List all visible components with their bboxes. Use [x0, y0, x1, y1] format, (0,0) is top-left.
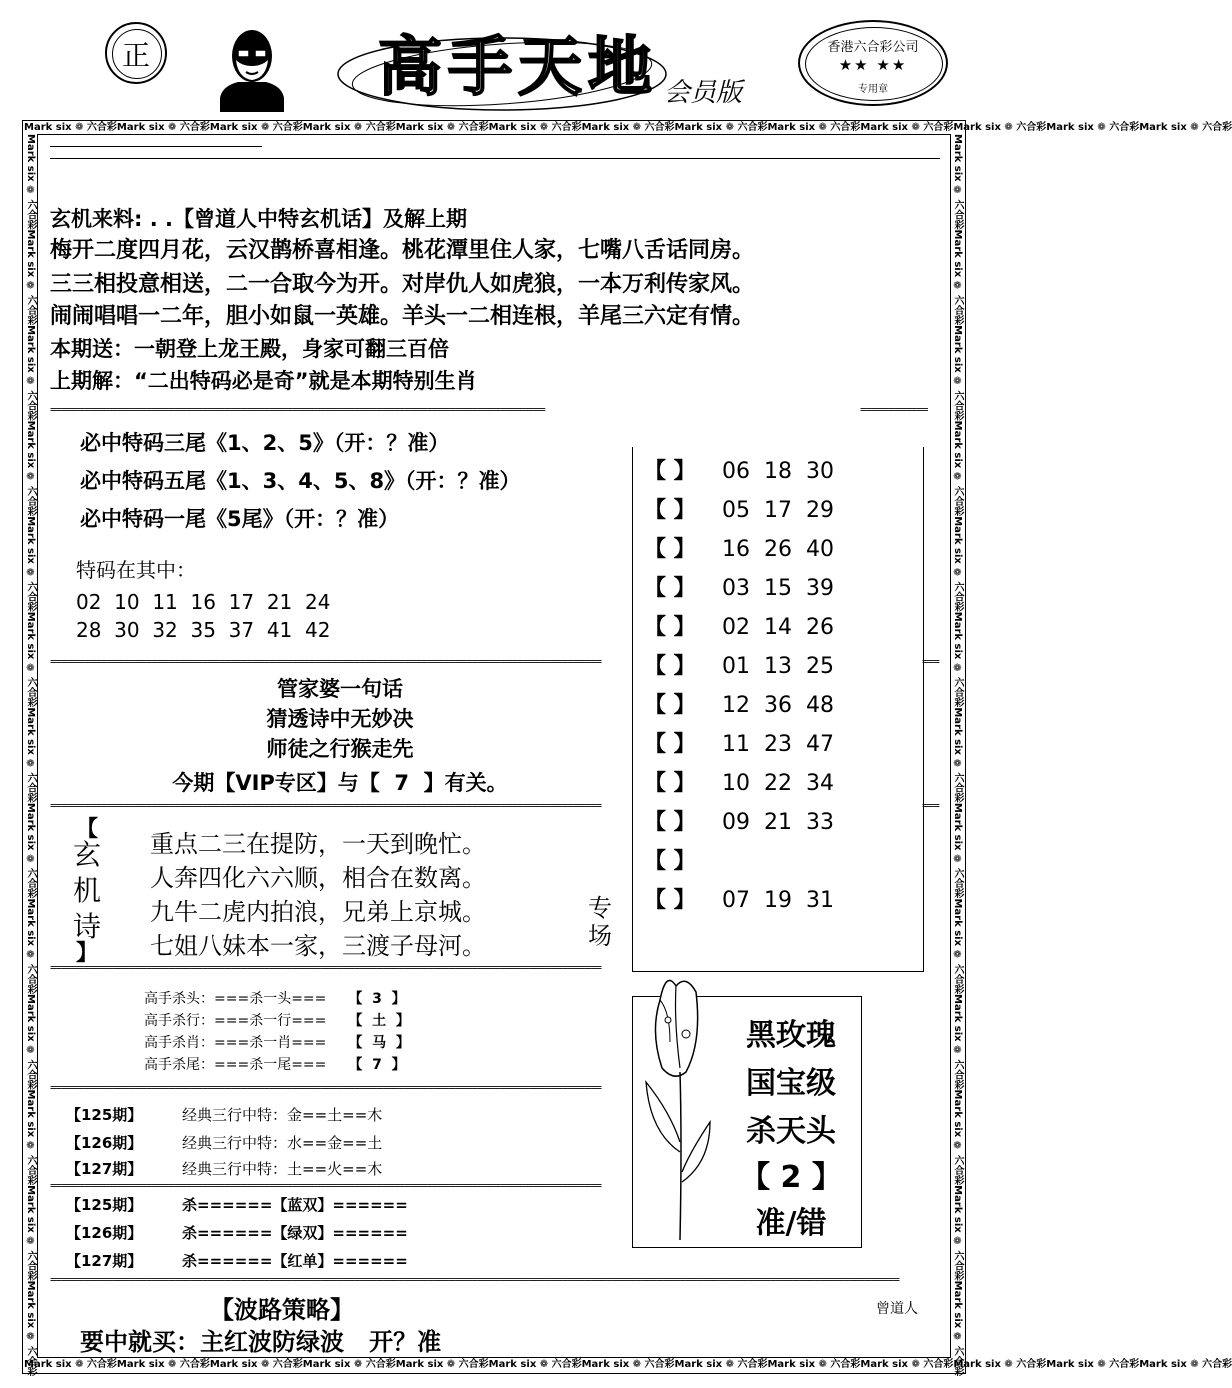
- zone-row: 【 】 09 21 33: [644, 810, 834, 835]
- border-strip-right: Mark six ❁ 六合彩Mark six ❁ 六合彩Mark six ❁ 六合彩Mark six ❁ 六合彩Mark six ❁ 六合彩Mark six ❁ 六合彩Mark six ❁ 六合彩Mark six ❁ 六合彩Mark six ❁ 六合彩Mark six ❁ 六合彩Mark six ❁ 六合彩Mark six ❁ 六合彩Mark six ❁ 六合彩: [952, 134, 963, 1377]
- seal-char: 正: [121, 39, 150, 72]
- special-row: 28 30 32 35 37 41 42: [76, 618, 331, 642]
- portrait-icon: [212, 20, 292, 112]
- zone-row: 【 】 11 23 47: [644, 732, 834, 757]
- seal-left: [105, 22, 167, 84]
- riddle-title: 玄机来料: . .【曾道人中特玄机话】及解上期: [50, 207, 467, 231]
- housekeeper-vip: 今期【VIP专区】与【 7 】有关。: [172, 771, 508, 795]
- rose-line: 杀天头: [746, 1114, 836, 1149]
- poem-line: 九牛二虎内拍浪，兄弟上京城。: [150, 898, 486, 926]
- wuxing-row: 【125期】 经典三行中特：金==土==木: [66, 1106, 383, 1124]
- riddle-last-issue: 上期解：“二出特码必是奇”就是本期特别生肖: [50, 369, 477, 393]
- zone-row: 【 】 01 13 25: [644, 654, 834, 679]
- wave-text: 要中就买：主红波防绿波 开？准: [80, 1328, 442, 1356]
- zone-row: 【 】 07 19 31: [644, 888, 834, 913]
- tail-pick: 必中特码三尾《1、2、5》（开：？准）: [80, 431, 450, 455]
- zone-row: 【 】: [644, 849, 696, 874]
- separator: ==================================================================================================: [50, 1081, 602, 1094]
- kill-row: 高手杀头：===杀一头=== 【 3 】: [144, 991, 406, 1007]
- riddle-this-issue: 本期送：一朝登上龙王殿，身家可翻三百倍: [50, 337, 449, 361]
- wuxing-row: 【126期】 经典三行中特：水==金==土: [66, 1134, 383, 1152]
- zone-row: 【 】 02 14 26: [644, 615, 834, 640]
- separator: ============: [860, 403, 928, 416]
- stamp-top-text: 香港六合彩公司: [827, 40, 919, 55]
- poem-label: 【 玄 机 诗 】: [72, 816, 101, 966]
- special-row: 02 10 11 16 17 21 24: [76, 590, 331, 614]
- stamp-bottom-text: 专用章: [858, 84, 888, 95]
- wuxing-row: 【127期】 经典三行中特：土==火==木: [66, 1160, 383, 1178]
- rose-line: 黑玫瑰: [746, 1018, 836, 1053]
- separator: ==================================================================================================: [50, 1179, 602, 1192]
- zone-row: 【 】 10 22 34: [644, 771, 834, 796]
- wave-title: 【波路策略】: [210, 1296, 354, 1324]
- color-kill-row: 【126期】 杀======【绿双】======: [66, 1224, 408, 1242]
- divider: [50, 158, 940, 159]
- divider: [50, 146, 262, 147]
- separator: ==================================================================================================: [50, 961, 602, 974]
- zone-row: 【 】 12 36 48: [644, 693, 834, 718]
- kill-row: 高手杀行：===杀一行=== 【 土 】: [144, 1013, 410, 1029]
- separator: =======================================================================================================================================================: [50, 1273, 900, 1286]
- riddle-line: 梅开二度四月花，云汉鹊桥喜相逢。桃花潭里住人家，七嘴八舌话同房。: [50, 238, 755, 263]
- housekeeper-line: 师徒之行猴走先: [266, 737, 414, 761]
- housekeeper-line: 猜透诗中无妙决: [266, 707, 414, 731]
- housekeeper-line: 管家婆一句话: [277, 677, 403, 701]
- wave-author: 曾道人: [876, 1301, 918, 1317]
- poem-line: 七姐八妹本一家，三渡子母河。: [150, 932, 486, 960]
- separator: ========================================================================================: [50, 403, 545, 416]
- separator: ==================================================================================================: [50, 655, 602, 668]
- riddle-line: 三三相投意相送，二一合取今为开。对岸仇人如虎狼，一本万利传家风。: [50, 272, 755, 297]
- page-subtitle: 会员版: [664, 78, 743, 108]
- tulip-icon: [640, 972, 720, 1244]
- page-title: 高手天地: [378, 30, 658, 105]
- separator: ==================================================================================================: [50, 799, 602, 812]
- tail-pick: 必中特码五尾《1、3、4、5、8》（开：？准）: [80, 469, 521, 493]
- border-strip-bottom: Mark six ❁ 六合彩Mark six ❁ 六合彩Mark six ❁ 六合彩Mark six ❁ 六合彩Mark six ❁ 六合彩Mark six ❁ 六合彩Mark six ❁ 六合彩Mark six ❁ 六合彩Mark six ❁ 六合彩Mark six ❁ 六合彩Mark six ❁ 六合彩Mark six ❁ 六合彩Mark six ❁ 六合彩: [24, 1359, 1232, 1370]
- zone-row: 【 】 03 15 39: [644, 576, 834, 601]
- rose-value: 【 2 】: [740, 1160, 842, 1195]
- stamp-stars: ★★ ★★: [838, 56, 908, 74]
- kill-row: 高手杀肖：===杀一肖=== 【 马 】: [144, 1035, 410, 1051]
- zone-label: 专 场: [588, 894, 612, 950]
- company-stamp: [798, 20, 948, 106]
- kill-row: 高手杀尾：===杀一尾=== 【 7 】: [144, 1057, 406, 1073]
- rose-line: 国宝级: [746, 1066, 836, 1101]
- color-kill-row: 【125期】 杀======【蓝双】======: [66, 1196, 408, 1214]
- poem-line: 人奔四化六六顺，相合在数离。: [150, 864, 486, 892]
- rose-result: 准/错: [755, 1206, 827, 1241]
- zone-row: 【 】 16 26 40: [644, 537, 834, 562]
- separator: ===: [922, 655, 939, 668]
- separator: ===: [922, 799, 939, 812]
- border-strip-top: Mark six ❁ 六合彩Mark six ❁ 六合彩Mark six ❁ 六合彩Mark six ❁ 六合彩Mark six ❁ 六合彩Mark six ❁ 六合彩Mark six ❁ 六合彩Mark six ❁ 六合彩Mark six ❁ 六合彩Mark six ❁ 六合彩Mark six ❁ 六合彩Mark six ❁ 六合彩Mark six ❁ 六合彩: [24, 122, 1232, 133]
- color-kill-row: 【127期】 杀======【红单】======: [66, 1252, 408, 1270]
- special-label: 特码在其中：: [76, 558, 196, 582]
- border-strip-left: Mark six ❁ 六合彩Mark six ❁ 六合彩Mark six ❁ 六合彩Mark six ❁ 六合彩Mark six ❁ 六合彩Mark six ❁ 六合彩Mark six ❁ 六合彩Mark six ❁ 六合彩Mark six ❁ 六合彩Mark six ❁ 六合彩Mark six ❁ 六合彩Mark six ❁ 六合彩Mark six ❁ 六合彩: [25, 134, 36, 1377]
- riddle-line: 闹闹唱唱一二年，胆小如鼠一英雄。羊头一二相连根，羊尾三六定有情。: [50, 304, 755, 329]
- zone-row: 【 】 06 18 30: [644, 459, 834, 484]
- zone-row: 【 】 05 17 29: [644, 498, 834, 523]
- tail-pick: 必中特码一尾《5尾》（开：？准）: [80, 507, 400, 531]
- poem-line: 重点二三在提防，一天到晚忙。: [150, 830, 486, 858]
